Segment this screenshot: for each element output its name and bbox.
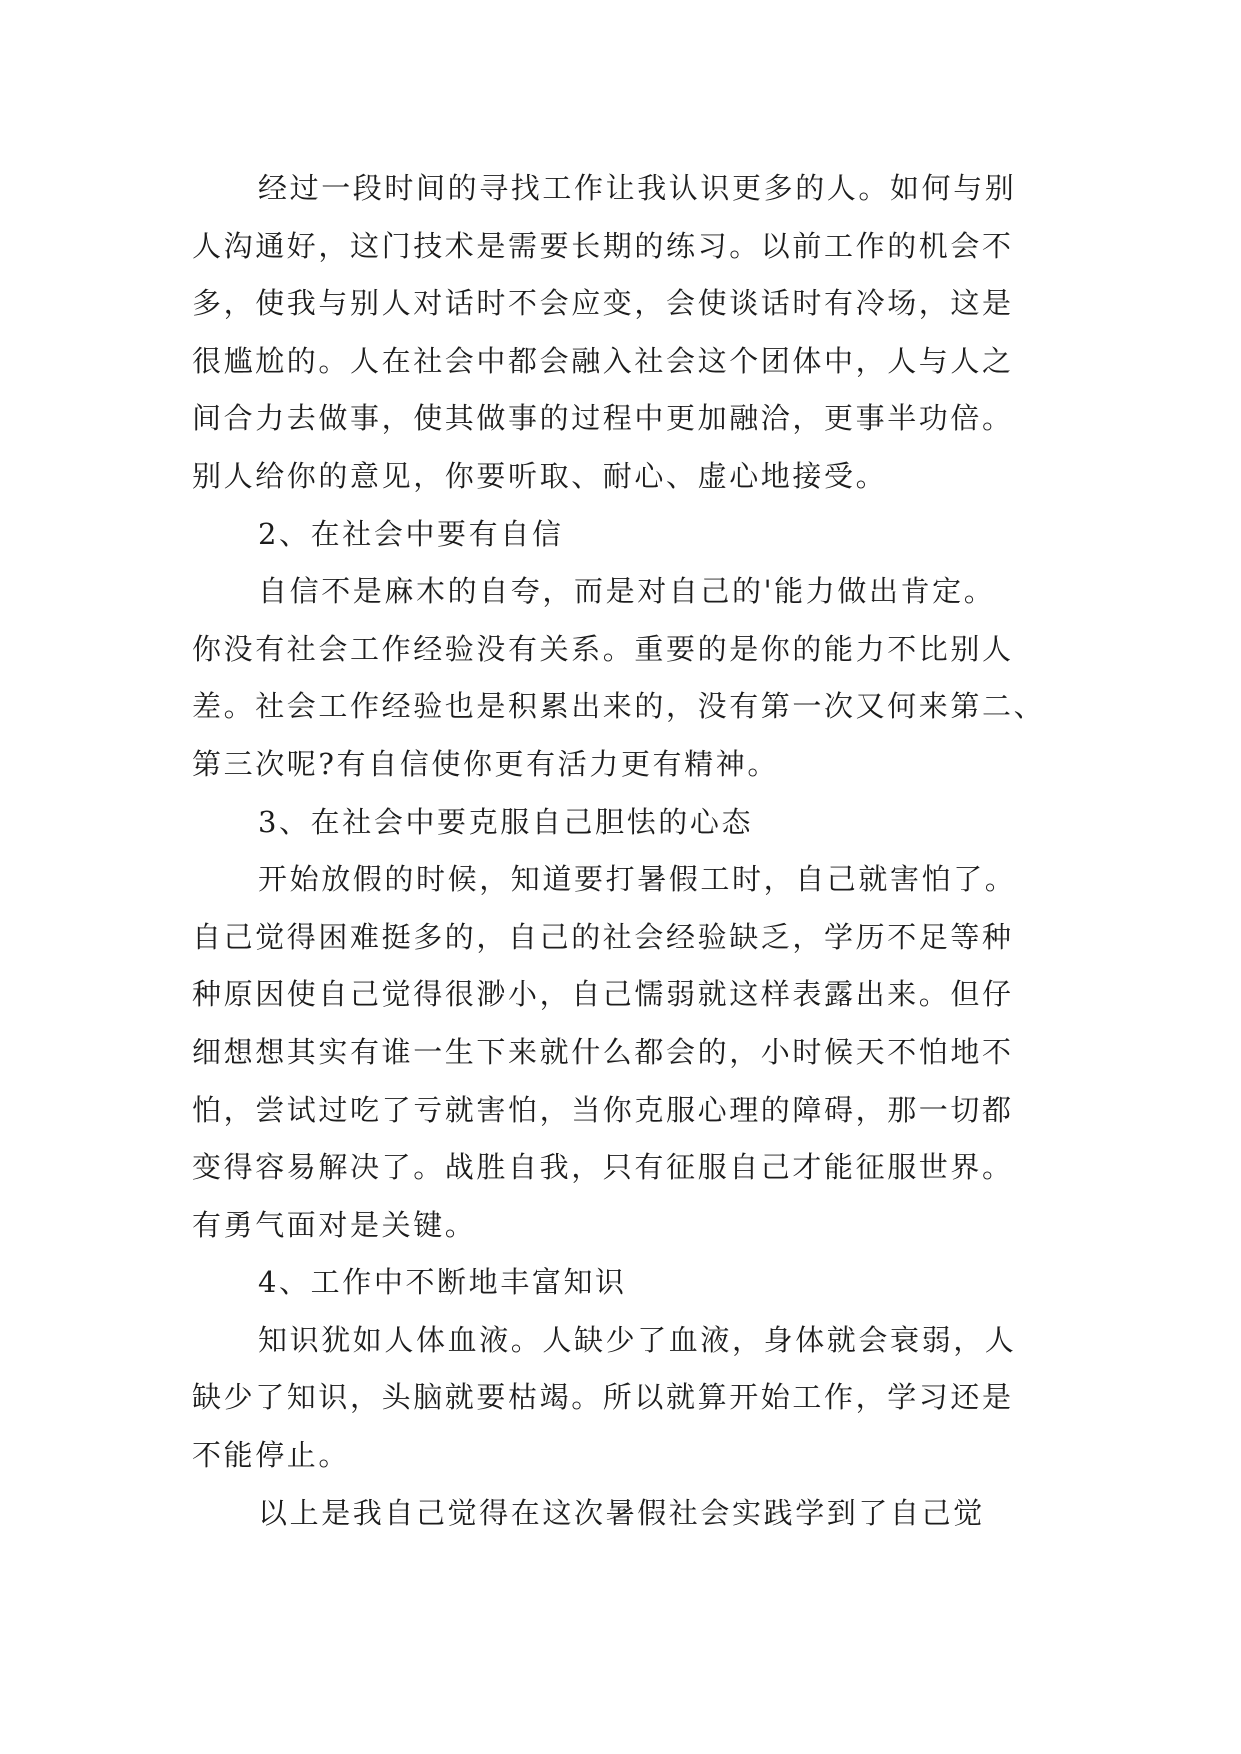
paragraph-line: 差。社会工作经验也是积累出来的，没有第一次又何来第二、 — [192, 689, 1046, 724]
paragraph-line: 知识犹如人体血液。人缺少了血液，身体就会衰弱，人 — [258, 1322, 1017, 1357]
paragraph-line: 有勇气面对是关键。 — [192, 1207, 477, 1242]
paragraph-line: 别人给你的意见，你要听取、耐心、虚心地接受。 — [192, 458, 888, 493]
paragraph-line: 以上是我自己觉得在这次暑假社会实践学到了自己觉 — [258, 1495, 985, 1530]
paragraph-line: 变得容易解决了。战胜自我，只有征服自己才能征服世界。 — [192, 1150, 1014, 1185]
section-heading: 2、在社会中要有自信 — [258, 516, 564, 551]
document-body — [192, 160, 1072, 1542]
paragraph-line: 细想想其实有谁一生下来就什么都会的，小时候天不怕地不 — [192, 1034, 1014, 1069]
paragraph-line: 自信不是麻木的自夸，而是对自己的'能力做出肯定。 — [258, 574, 996, 609]
paragraph-line: 你没有社会工作经验没有关系。重要的是你的能力不比别人 — [192, 631, 1014, 666]
paragraph-line: 种原因使自己觉得很渺小，自己懦弱就这样表露出来。但仔 — [192, 977, 1014, 1012]
paragraph-line: 第三次呢?有自信使你更有活力更有精神。 — [192, 746, 779, 781]
paragraph-line: 人沟通好，这门技术是需要长期的练习。以前工作的机会不 — [192, 228, 1014, 263]
paragraph-line: 经过一段时间的寻找工作让我认识更多的人。如何与别 — [258, 171, 1017, 205]
paragraph-line: 多，使我与别人对话时不会应变，会使谈话时有冷场，这是 — [192, 286, 1014, 321]
paragraph-line: 自己觉得困难挺多的，自己的社会经验缺乏，学历不足等种 — [192, 919, 1014, 954]
section-heading: 4、工作中不断地丰富知识 — [258, 1265, 627, 1300]
section-heading: 3、在社会中要克服自己胆怯的心态 — [258, 804, 754, 839]
paragraph-line: 很尴尬的。人在社会中都会融入社会这个团体中，人与人之 — [192, 343, 1014, 378]
paragraph-line: 缺少了知识，头脑就要枯竭。所以就算开始工作，学习还是 — [192, 1380, 1014, 1415]
paragraph-line: 开始放假的时候，知道要打暑假工时，自己就害怕了。 — [258, 862, 1017, 897]
paragraph-line: 不能停止。 — [192, 1438, 351, 1473]
paragraph-line: 怕，尝试过吃了亏就害怕，当你克服心理的障碍，那一切都 — [192, 1092, 1014, 1127]
paragraph-line: 间合力去做事，使其做事的过程中更加融洽，更事半功倍。 — [192, 401, 1014, 436]
